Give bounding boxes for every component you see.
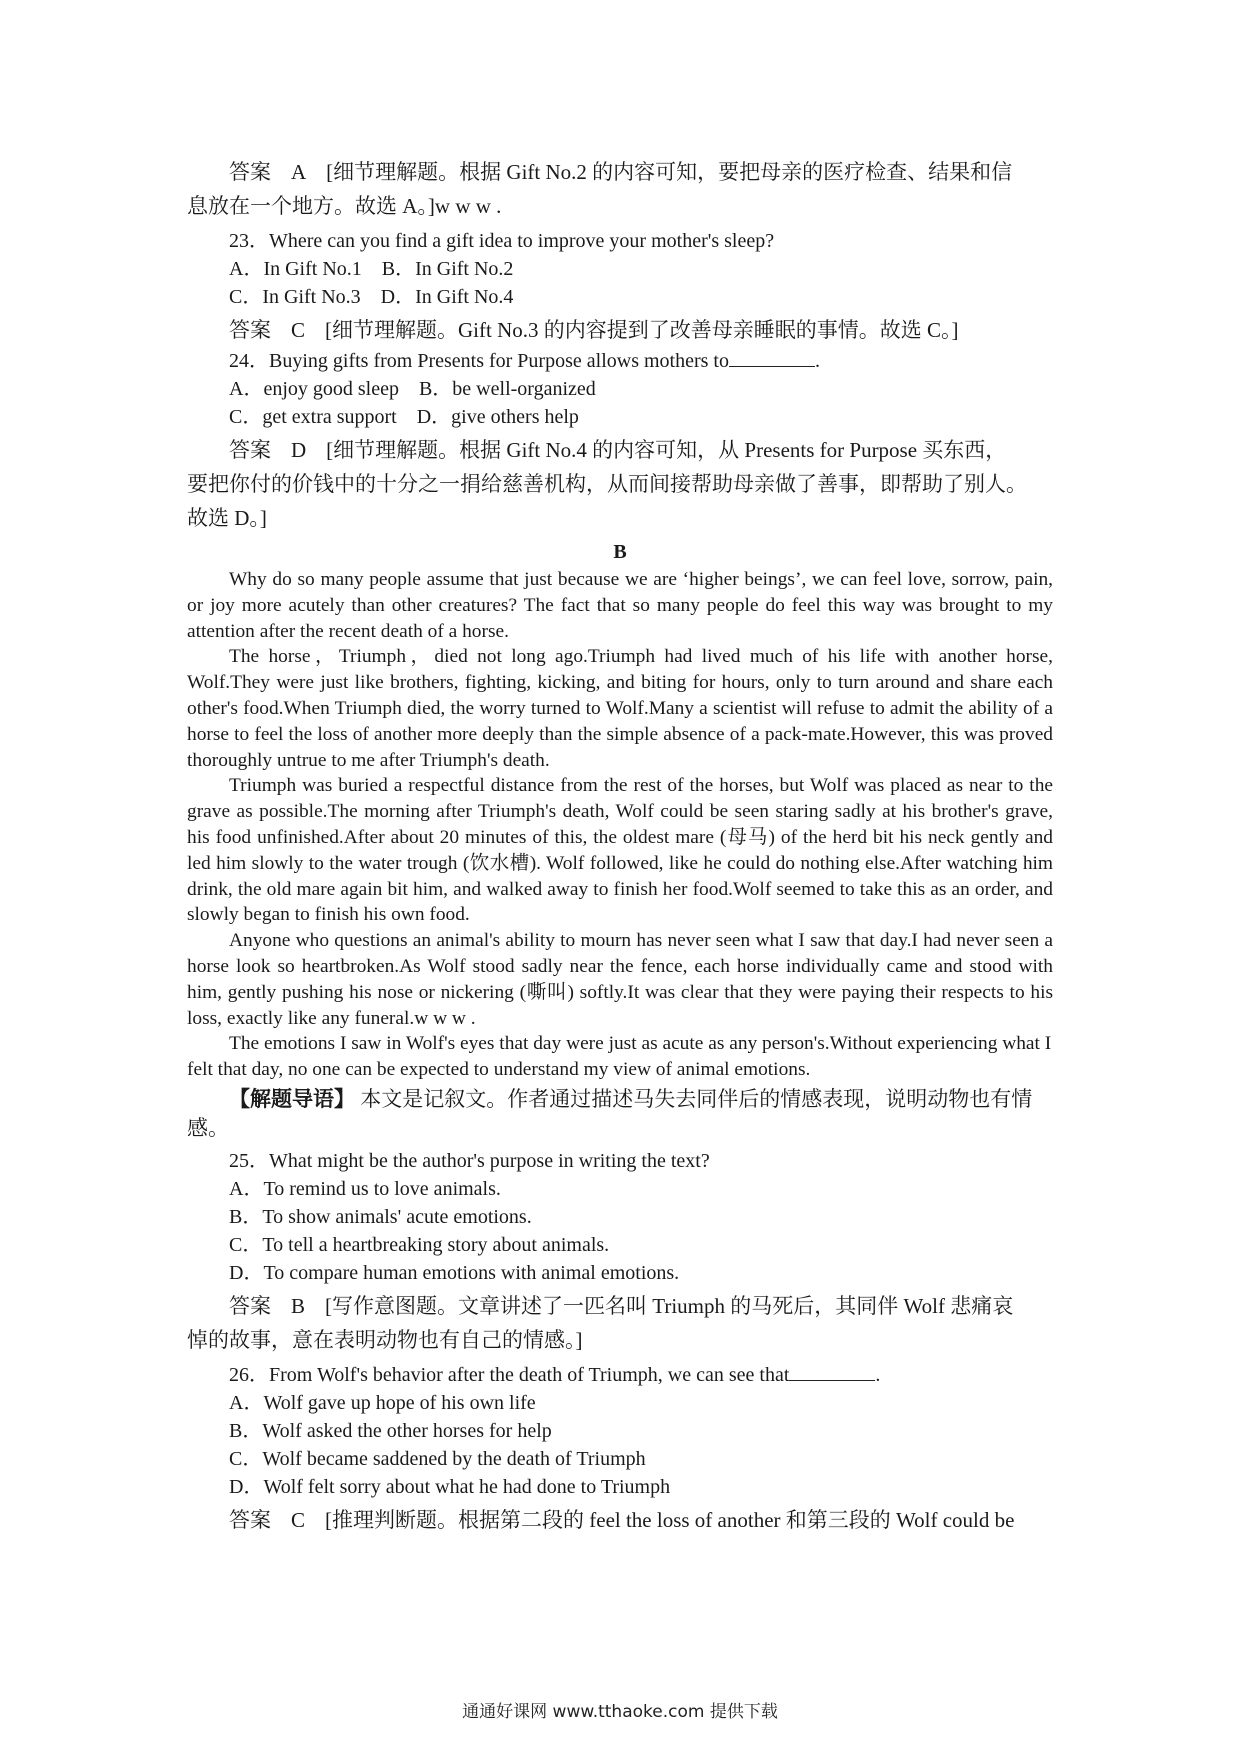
passage-paragraph-5: The emotions I saw in Wolf's eyes that day were just as acute as any person's.Without experiencing what I felt that day, no one can be expected to understand my view of animal emotions. — [187, 1033, 1052, 1081]
answer-23 — [187, 313, 1053, 347]
passage-paragraph-4: Anyone who questions an animal's ability to mourn has never seen what I saw that day.I had never seen a horse look so heartbroken.As Wolf stood sadly near the fence, each horse individually came and stood with him, gently pushing his nose or nickering (嘶叫) softly.It was clear that they were paying their respects to his loss, exactly like any funeral.w w w . — [187, 930, 1053, 1029]
question-25-option-b: B．To show animals' acute emotions. — [229, 1205, 532, 1228]
answer-label: 答案 — [229, 160, 271, 184]
question-23-options-ab: A．In Gift No.1 B．In Gift No.2 — [229, 258, 514, 280]
answer-label: 答案 — [229, 318, 271, 342]
passage-paragraph-1: Why do so many people assume that just because we are ‘higher beings’, we can feel love, sorrow, pain, or joy more acutely than other creatures? The fact that so many people do feel this way was brought to my attention after the recent death of a horse. — [187, 569, 1053, 642]
question-26-option-c: C．Wolf became saddened by the death of Triumph — [229, 1447, 646, 1470]
answer-text: [细节理解题。根据 Gift No.2 的内容可知，要把母亲的医疗检查、结果和信 — [326, 160, 1013, 184]
answer-blank — [729, 348, 815, 367]
guide-text: 本文是记叙文。作者通过描述马失去同伴后的情感表现，说明动物也有情感。 — [187, 1086, 1033, 1140]
answer-letter: D — [291, 438, 307, 462]
page-content — [187, 153, 1053, 1537]
answer-letter: C — [291, 1507, 306, 1532]
answer-22 — [187, 155, 1053, 189]
question-25-option-a: A．To remind us to love animals. — [229, 1177, 501, 1200]
question-24-options-cd: C．get extra support D．give others help — [229, 406, 579, 428]
answer-letter: B — [291, 1293, 306, 1318]
answer-label: 答案 — [229, 1507, 271, 1532]
answer-letter: C — [291, 318, 306, 342]
question-25: 25．What might be the author's purpose in writing the text? — [229, 1149, 710, 1172]
question-end: . — [814, 350, 820, 372]
answer-24-cont-1: 要把你付的价钱中的十分之一捐给慈善机构，从而间接帮助母亲做了善事，即帮助了别人。 — [187, 472, 1027, 496]
answer-letter: A — [291, 160, 307, 184]
question-text: 24．Buying gifts from Presents for Purpose allows mothers to — [229, 350, 729, 372]
question-26-option-d: D．Wolf felt sorry about what he had done to Triumph — [229, 1475, 671, 1498]
answer-26 — [187, 1503, 1053, 1537]
question-26-option-b: B．Wolf asked the other horses for help — [229, 1419, 552, 1442]
question-23: 23．Where can you find a gift idea to improve your mother's sleep? — [229, 230, 775, 252]
answer-25-cont: 悼的故事，意在表明动物也有自己的情感。] — [187, 1327, 583, 1352]
answer-22-cont: 息放在一个地方。故选 A。]w w w . — [187, 194, 502, 218]
reading-guide — [187, 1085, 1053, 1143]
section-heading: B — [613, 541, 627, 563]
question-25-option-d: D．To compare human emotions with animal emotions. — [229, 1261, 680, 1284]
question-end: . — [875, 1363, 881, 1386]
guide-label: 【解题导语】 — [229, 1086, 355, 1111]
passage-paragraph-2: The horse，Triumph，died not long ago.Triumph had lived much of his life with another horse, Wolf.They were just like brothers, fighting, kicking, and biting for hours, only to turn around and share each other's food.When Triumph died, the worry turned to Wolf.Many a scientist will refuse to admit the ability of a horse to feel the loss of another more deeply than the simple absence of a pack-mate.However, this was proved thoroughly untrue to me after Triumph's death. — [187, 646, 1053, 771]
answer-25 — [187, 1289, 1053, 1323]
page-footer: 通通好课网 www.tthaoke.com 提供下载 — [462, 1702, 778, 1722]
question-26-option-a: A．Wolf gave up hope of his own life — [229, 1391, 536, 1414]
answer-24-cont-2: 故选 D。] — [187, 506, 267, 530]
question-24 — [187, 347, 1053, 375]
question-23-options-cd: C．In Gift No.3 D．In Gift No.4 — [229, 286, 514, 308]
answer-blank — [789, 1362, 875, 1381]
answer-text: [推理判断题。根据第二段的 feel the loss of another 和第三段的 Wolf could be — [325, 1507, 1015, 1532]
question-text: 26．From Wolf's behavior after the death of Triumph, we can see that — [229, 1363, 790, 1386]
answer-text: [细节理解题。Gift No.3 的内容提到了改善母亲睡眠的事情。故选 C。] — [325, 318, 959, 342]
passage-paragraph-3: Triumph was buried a respectful distance from the rest of the horses, but Wolf was placed as near to the grave as possible.The morning after Triumph's death, Wolf could be seen staring sadly at his brother's grave, his food unfinished.After about 20 minutes of this, the oldest mare (母马) of the herd bit his neck gently and led him slowly to the water trough (饮水槽). Wolf followed, like he could do nothing else.After watching him drink, the old mare again bit him, and walked away to finish her food.Wolf seemed to take this as an order, and slowly began to finish his own food. — [187, 775, 1053, 926]
answer-24 — [187, 433, 1053, 467]
answer-text: [细节理解题。根据 Gift No.4 的内容可知，从 Presents for Purpose 买东西， — [326, 438, 1007, 462]
question-25-option-c: C．To tell a heartbreaking story about animals. — [229, 1233, 610, 1256]
answer-label: 答案 — [229, 1293, 271, 1318]
question-24-options-ab: A．enjoy good sleep B．be well-organized — [229, 378, 596, 400]
answer-label: 答案 — [229, 438, 271, 462]
answer-text: [写作意图题。文章讲述了一匹名叫 Triumph 的马死后，其同伴 Wolf 悲痛哀 — [325, 1293, 1014, 1318]
question-26 — [187, 1361, 1053, 1389]
